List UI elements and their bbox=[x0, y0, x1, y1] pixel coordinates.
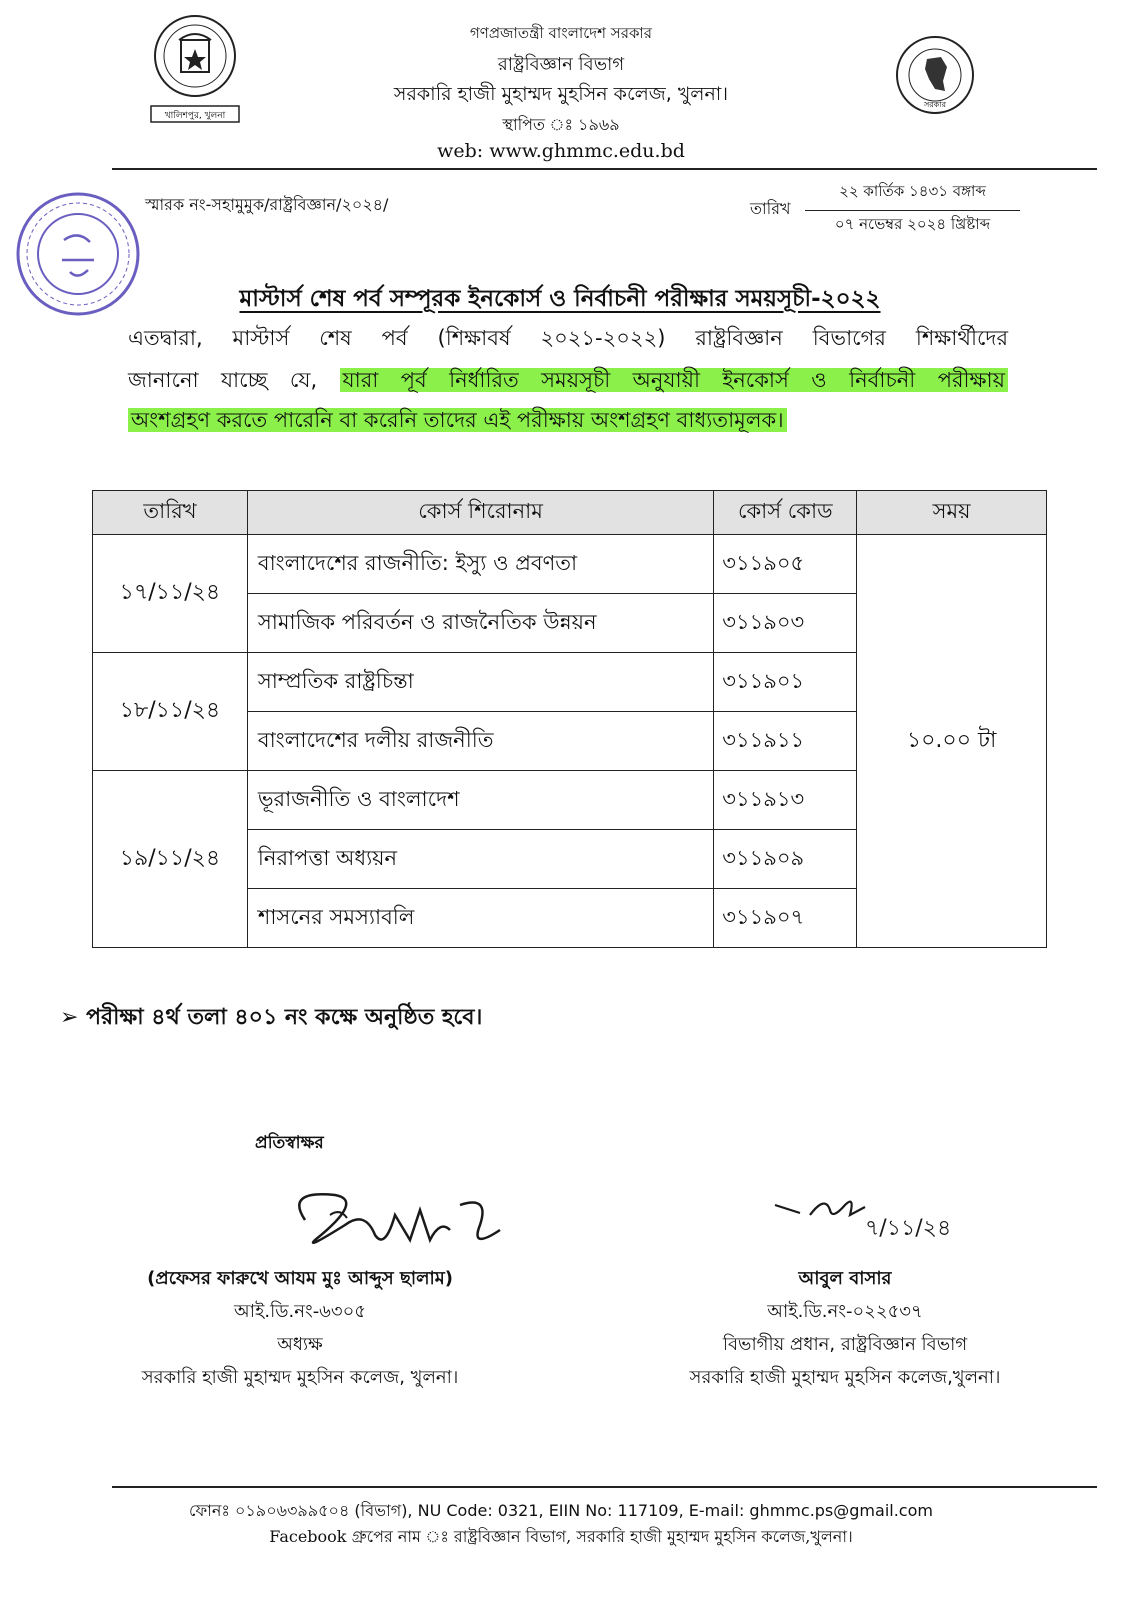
exam-date: ১৭/১১/২৪ bbox=[93, 535, 248, 653]
memo-number: স্মারক নং-সহামুমুক/রাষ্ট্রবিজ্ঞান/২০২৪/ bbox=[145, 195, 389, 214]
principal-signature-icon bbox=[275, 1180, 515, 1260]
exam-schedule-table bbox=[92, 490, 1047, 948]
head-designation: বিভাগীয় প্রধান, রাষ্ট্রবিজ্ঞান বিভাগ bbox=[722, 1334, 968, 1355]
college-name: সরকারি হাজী মুহাম্মদ মুহসিন কলেজ, খুলনা। bbox=[393, 83, 729, 105]
principal-designation: অধ্যক্ষ bbox=[277, 1334, 323, 1355]
college-stamp-icon bbox=[14, 190, 142, 318]
head-id: আই.ডি.নং-০২২৫৩৭ bbox=[767, 1301, 923, 1322]
header-divider bbox=[112, 168, 1097, 170]
date-label: তারিখ bbox=[750, 199, 791, 218]
principal-name: (প্রফেসর ফারুখে আযম মুঃ আব্দুস ছালাম) bbox=[147, 1268, 453, 1289]
table-header-row bbox=[93, 491, 1047, 535]
course-title: বাংলাদেশের দলীয় রাজনীতি bbox=[247, 712, 713, 771]
notice-title: মাস্টার্স শেষ পর্ব সম্পূরক ইনকোর্স ও নির্বাচনী পরীক্ষার সময়সূচী-২০২২ bbox=[239, 286, 881, 312]
course-code: ৩১১৯০৩ bbox=[714, 594, 857, 653]
website-link[interactable]: web: www.ghmmc.edu.bd bbox=[437, 140, 685, 162]
logo-left-caption: খালিশপুর, খুলনা bbox=[164, 111, 226, 121]
head-institution: সরকারি হাজী মুহাম্মদ মুহসিন কলেজ,খুলনা। bbox=[689, 1367, 1001, 1388]
principal-signature-block bbox=[100, 1262, 500, 1394]
header-course-code: কোর্স কোড bbox=[714, 491, 857, 535]
handwritten-date: ৭/১১/২৪ bbox=[865, 1216, 952, 1241]
course-title: বাংলাদেশের রাজনীতি: ইস্যু ও প্রবণতা bbox=[247, 535, 713, 594]
notice-line-3 bbox=[128, 404, 1008, 439]
course-title: সামাজিক পরিবর্তন ও রাজনৈতিক উন্নয়ন bbox=[247, 594, 713, 653]
course-code: ৩১১৯১১ bbox=[714, 712, 857, 771]
notice-line-2 bbox=[128, 364, 1008, 399]
course-code: ৩১১৯০৯ bbox=[714, 830, 857, 889]
principal-id: আই.ডি.নং-৬৩০৫ bbox=[234, 1301, 366, 1322]
course-code: ৩১১৯১৩ bbox=[714, 771, 857, 830]
footer-divider bbox=[112, 1486, 1097, 1488]
course-code: ৩১১৯০১ bbox=[714, 653, 857, 712]
footer-facebook: Facebook গ্রুপের নাম ঃ রাষ্ট্রবিজ্ঞান বিভাগ, সরকারি হাজী মুহাম্মদ মুহসিন কলেজ,খুলনা। bbox=[269, 1527, 853, 1546]
header-course-title: কোর্স শিরোনাম bbox=[247, 491, 713, 535]
government-name: গণপ্রজাতন্ত্রী বাংলাদেশ সরকার bbox=[469, 24, 653, 42]
exam-time: ১০.০০ টা bbox=[857, 535, 1047, 948]
course-code: ৩১১৯০৫ bbox=[714, 535, 857, 594]
principal-institution: সরকারি হাজী মুহাম্মদ মুহসিন কলেজ, খুলনা। bbox=[141, 1367, 459, 1388]
exam-date: ১৯/১১/২৪ bbox=[93, 771, 248, 948]
countersign-label: প্রতিস্বাক্ষর bbox=[255, 1133, 324, 1153]
course-title: সাম্প্রতিক রাষ্ট্রচিন্তা bbox=[247, 653, 713, 712]
course-title: শাসনের সমস্যাবলি bbox=[247, 889, 713, 948]
notice-line-3-highlight: অংশগ্রহণ করতে পারেনি বা করেনি তাদের এই পরীক্ষায় অংশগ্রহণ বাধ্যতামূলক। bbox=[128, 408, 787, 432]
exam-venue-note: ➢ পরীক্ষা ৪র্থ তলা ৪০১ নং কক্ষে অনুষ্ঠিত হবে। bbox=[60, 1005, 483, 1030]
exam-date: ১৮/১১/২৪ bbox=[93, 653, 248, 771]
course-code: ৩১১৯০৭ bbox=[714, 889, 857, 948]
logo-right-caption: সরকার bbox=[923, 100, 947, 109]
course-title: ভূরাজনীতি ও বাংলাদেশ bbox=[247, 771, 713, 830]
notice-line-2-plain: জানানো যাচ্ছে যে, bbox=[128, 368, 318, 392]
footer-contact: ফোনঃ ০১৯০৬৩৯৯৫০৪ (বিভাগ), NU Code: 0321, EIIN No: 117109, E-mail: ghmmc.ps@gmail.com bbox=[189, 1501, 933, 1520]
date-bengali: ২২ কার্তিক ১৪৩১ বঙ্গাব্দ bbox=[839, 182, 986, 200]
head-signature-icon bbox=[770, 1185, 1000, 1245]
notice-line-2-highlight: যারা পূর্ব নির্ধারিত সময়সূচী অনুযায়ী ইনকোর্স ও নির্বাচনী পরীক্ষায় bbox=[340, 368, 1008, 392]
header-date: তারিখ bbox=[93, 491, 248, 535]
table-row bbox=[93, 535, 1047, 594]
date-english: ০৭ নভেম্বর ২০২৪ খ্রিষ্টাব্দ bbox=[805, 210, 1020, 238]
course-title: নিরাপত্তা অধ্যয়ন bbox=[247, 830, 713, 889]
department-name: রাষ্ট্রবিজ্ঞান বিভাগ bbox=[497, 54, 625, 75]
header-time: সময় bbox=[857, 491, 1047, 535]
head-name: আবুল বাসার bbox=[798, 1268, 892, 1289]
established-year: স্থাপিত ঃ ১৯৬৯ bbox=[502, 115, 620, 134]
head-signature-block bbox=[640, 1262, 1050, 1394]
notice-line-1: এতদ্বারা, মাস্টার্স শেষ পর্ব (শিক্ষাবর্ষ ২০২১-২০২২) রাষ্ট্রবিজ্ঞান বিভাগের শিক্ষার্থীদের bbox=[128, 326, 1008, 350]
